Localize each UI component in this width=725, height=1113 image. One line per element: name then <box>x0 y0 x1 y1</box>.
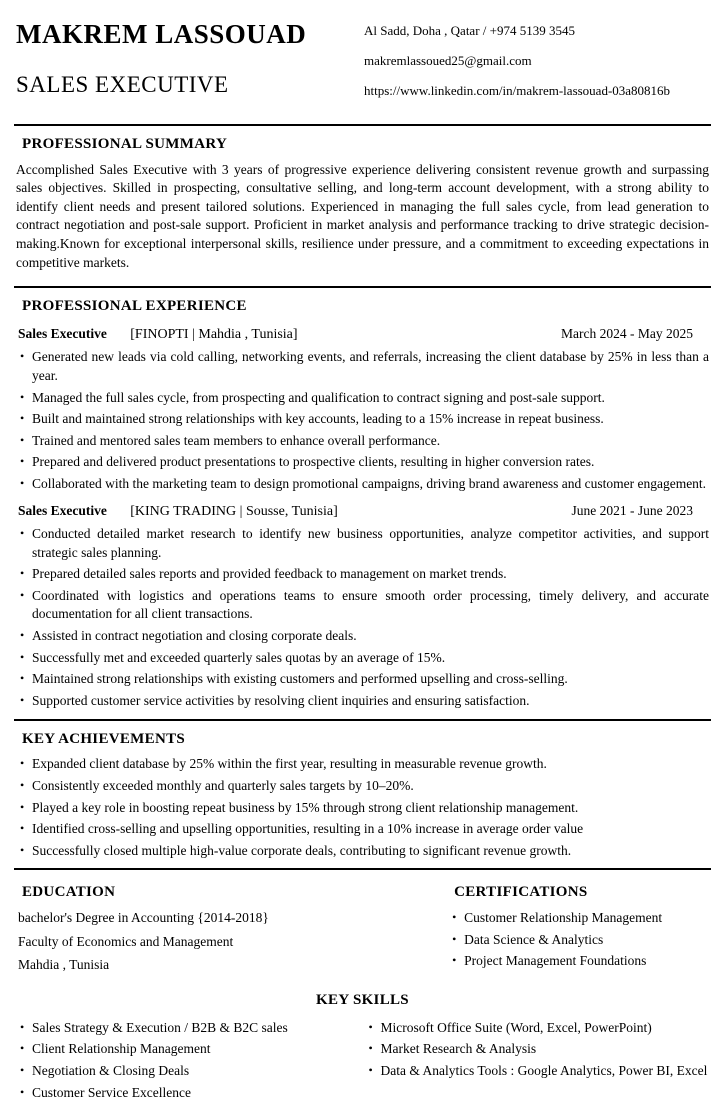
skill-item: • Client Relationship Management <box>16 1040 361 1059</box>
job-bullet: • Prepared detailed sales reports and provided feedback to management on market trends. <box>16 565 709 584</box>
education-location: Mahdia , Tunisia <box>18 957 110 973</box>
achievement-item: • Expanded client database by 25% within the first year, resulting in measurable revenue growth. <box>16 755 709 774</box>
job-company: [KING TRADING | Sousse, Tunisia] <box>130 503 338 519</box>
skill-item: • Sales Strategy & Execution / B2B & B2C sales <box>16 1019 361 1038</box>
section-divider <box>14 719 711 721</box>
job-bullet: • Supported customer service activities by resolving client inquiries and ensuring satisfaction. <box>16 692 709 711</box>
contact-email: makremlassoued25@gmail.com <box>364 52 532 68</box>
job-bullet: • Prepared and delivered product presentations to prospective clients, resulting in higher conversion rates. <box>16 453 709 472</box>
job-header-left <box>18 325 298 344</box>
achievements-list <box>14 755 711 860</box>
job-bullet: • Maintained strong relationships with existing customers and performed upselling and cross-selling. <box>16 670 709 689</box>
contact-block <box>364 16 709 112</box>
summary-text: Accomplished Sales Executive with 3 years of progressive experience delivering consistent revenue growth and surpassing sales objectives. Skilled in prospecting, consultative selling, and long-term account development, with a strong ability to identify client needs and present tailored solutions. Experienced in managing the full sales cycle, from lead generation to contract negotiation and post-sale support. Proficient in market analysis and performance tracking to drive strategic decision-making.Known for exceptional interpersonal skills, resilience under pressure, and a commitment to exceeding expectations in competitive markets. <box>16 161 709 270</box>
skills-list-left <box>14 1019 363 1106</box>
certifications-list <box>446 909 711 971</box>
achievement-item: • Identified cross-selling and upselling opportunities, resulting in a 10% increase in average order value <box>16 820 709 839</box>
job-bullet: • Built and maintained strong relationships with key accounts, leading to a 15% increase in repeat business. <box>16 410 709 429</box>
job-entry <box>14 502 711 711</box>
achievement-item: • Successfully closed multiple high-value corporate deals, contributing to significant revenue growth. <box>16 842 709 861</box>
job-role: Sales Executive <box>18 325 107 341</box>
skill-item: • Negotiation & Closing Deals <box>16 1062 361 1081</box>
skill-item: • Customer Service Excellence <box>16 1084 361 1103</box>
job-bullet: • Trained and mentored sales team members to enhance overall performance. <box>16 432 709 451</box>
achievements-heading: KEY ACHIEVEMENTS <box>22 730 186 747</box>
achievement-item: • Consistently exceeded monthly and quarterly sales targets by 10–20%. <box>16 777 709 796</box>
job-bullet-list <box>14 525 711 711</box>
section-divider <box>14 124 711 126</box>
job-header <box>18 325 707 344</box>
header-identity <box>16 16 306 101</box>
header <box>14 8 711 118</box>
education-faculty: Faculty of Economics and Management <box>18 933 234 949</box>
experience-heading: PROFESSIONAL EXPERIENCE <box>22 298 247 315</box>
job-bullet-list <box>14 348 711 493</box>
education-certifications-row <box>14 874 711 980</box>
summary-heading: PROFESSIONAL SUMMARY <box>22 135 228 152</box>
education-heading: EDUCATION <box>22 884 116 901</box>
job-dates: March 2024 - May 2025 <box>561 325 693 341</box>
certification-item: • Customer Relationship Management <box>448 909 709 928</box>
job-bullet: • Conducted detailed market research to identify new business opportunities, analyze competitor activities, and support strategic sales planning. <box>16 525 709 562</box>
education-degree: bachelor's Degree in Accounting {2014-2018} <box>18 910 269 926</box>
certifications-section <box>446 874 711 980</box>
section-divider <box>14 286 711 288</box>
certification-item: • Data Science & Analytics <box>448 931 709 950</box>
job-bullet: • Successfully met and exceeded quarterly sales quotas by an average of 15%. <box>16 649 709 668</box>
job-bullet: • Generated new leads via cold calling, networking events, and referrals, increasing the client database by 25% in less than a year. <box>16 348 709 385</box>
job-header-left <box>18 502 338 521</box>
section-divider <box>14 868 711 870</box>
skills-heading: KEY SKILLS <box>316 991 409 1008</box>
summary-section <box>14 134 711 272</box>
skill-item: • Data & Analytics Tools : Google Analytics, Power BI, Excel <box>365 1062 710 1081</box>
achievement-item: • Played a key role in boosting repeat business by 15% through strong client relationship management. <box>16 799 709 818</box>
skills-list-right <box>363 1019 712 1106</box>
skill-item: • Market Research & Analysis <box>365 1040 710 1059</box>
contact-linkedin-url: https://www.linkedin.com/in/makrem-lassouad-03a80816b <box>364 82 671 98</box>
certification-item: • Project Management Foundations <box>448 952 709 971</box>
job-company: [FINOPTI | Mahdia , Tunisia] <box>130 326 298 342</box>
job-role: Sales Executive <box>18 502 107 518</box>
skills-section <box>14 990 711 1113</box>
experience-section <box>14 296 711 710</box>
person-name: MAKREM LASSOUAD <box>16 19 307 49</box>
skills-columns <box>14 1017 711 1113</box>
person-title: SALES EXECUTIVE <box>16 72 229 98</box>
certifications-heading: CERTIFICATIONS <box>454 884 588 901</box>
achievements-section <box>14 729 711 861</box>
contact-address-phone: Al Sadd, Doha , Qatar / +974 5139 3545 <box>364 23 575 38</box>
job-bullet: • Collaborated with the marketing team to design promotional campaigns, driving brand awareness and customer engagement. <box>16 475 709 494</box>
job-header <box>18 502 707 521</box>
job-bullet: • Managed the full sales cycle, from prospecting and qualification to contract signing and post-sale support. <box>16 389 709 408</box>
job-bullet: • Assisted in contract negotiation and closing corporate deals. <box>16 627 709 646</box>
job-dates: June 2021 - June 2023 <box>571 502 693 518</box>
job-entry <box>14 325 711 494</box>
education-section <box>14 874 446 980</box>
skill-item: • Microsoft Office Suite (Word, Excel, PowerPoint) <box>365 1019 710 1038</box>
job-bullet: • Coordinated with logistics and operations teams to ensure smooth order processing, timely delivery, and accurate documentation for all client transactions. <box>16 587 709 624</box>
